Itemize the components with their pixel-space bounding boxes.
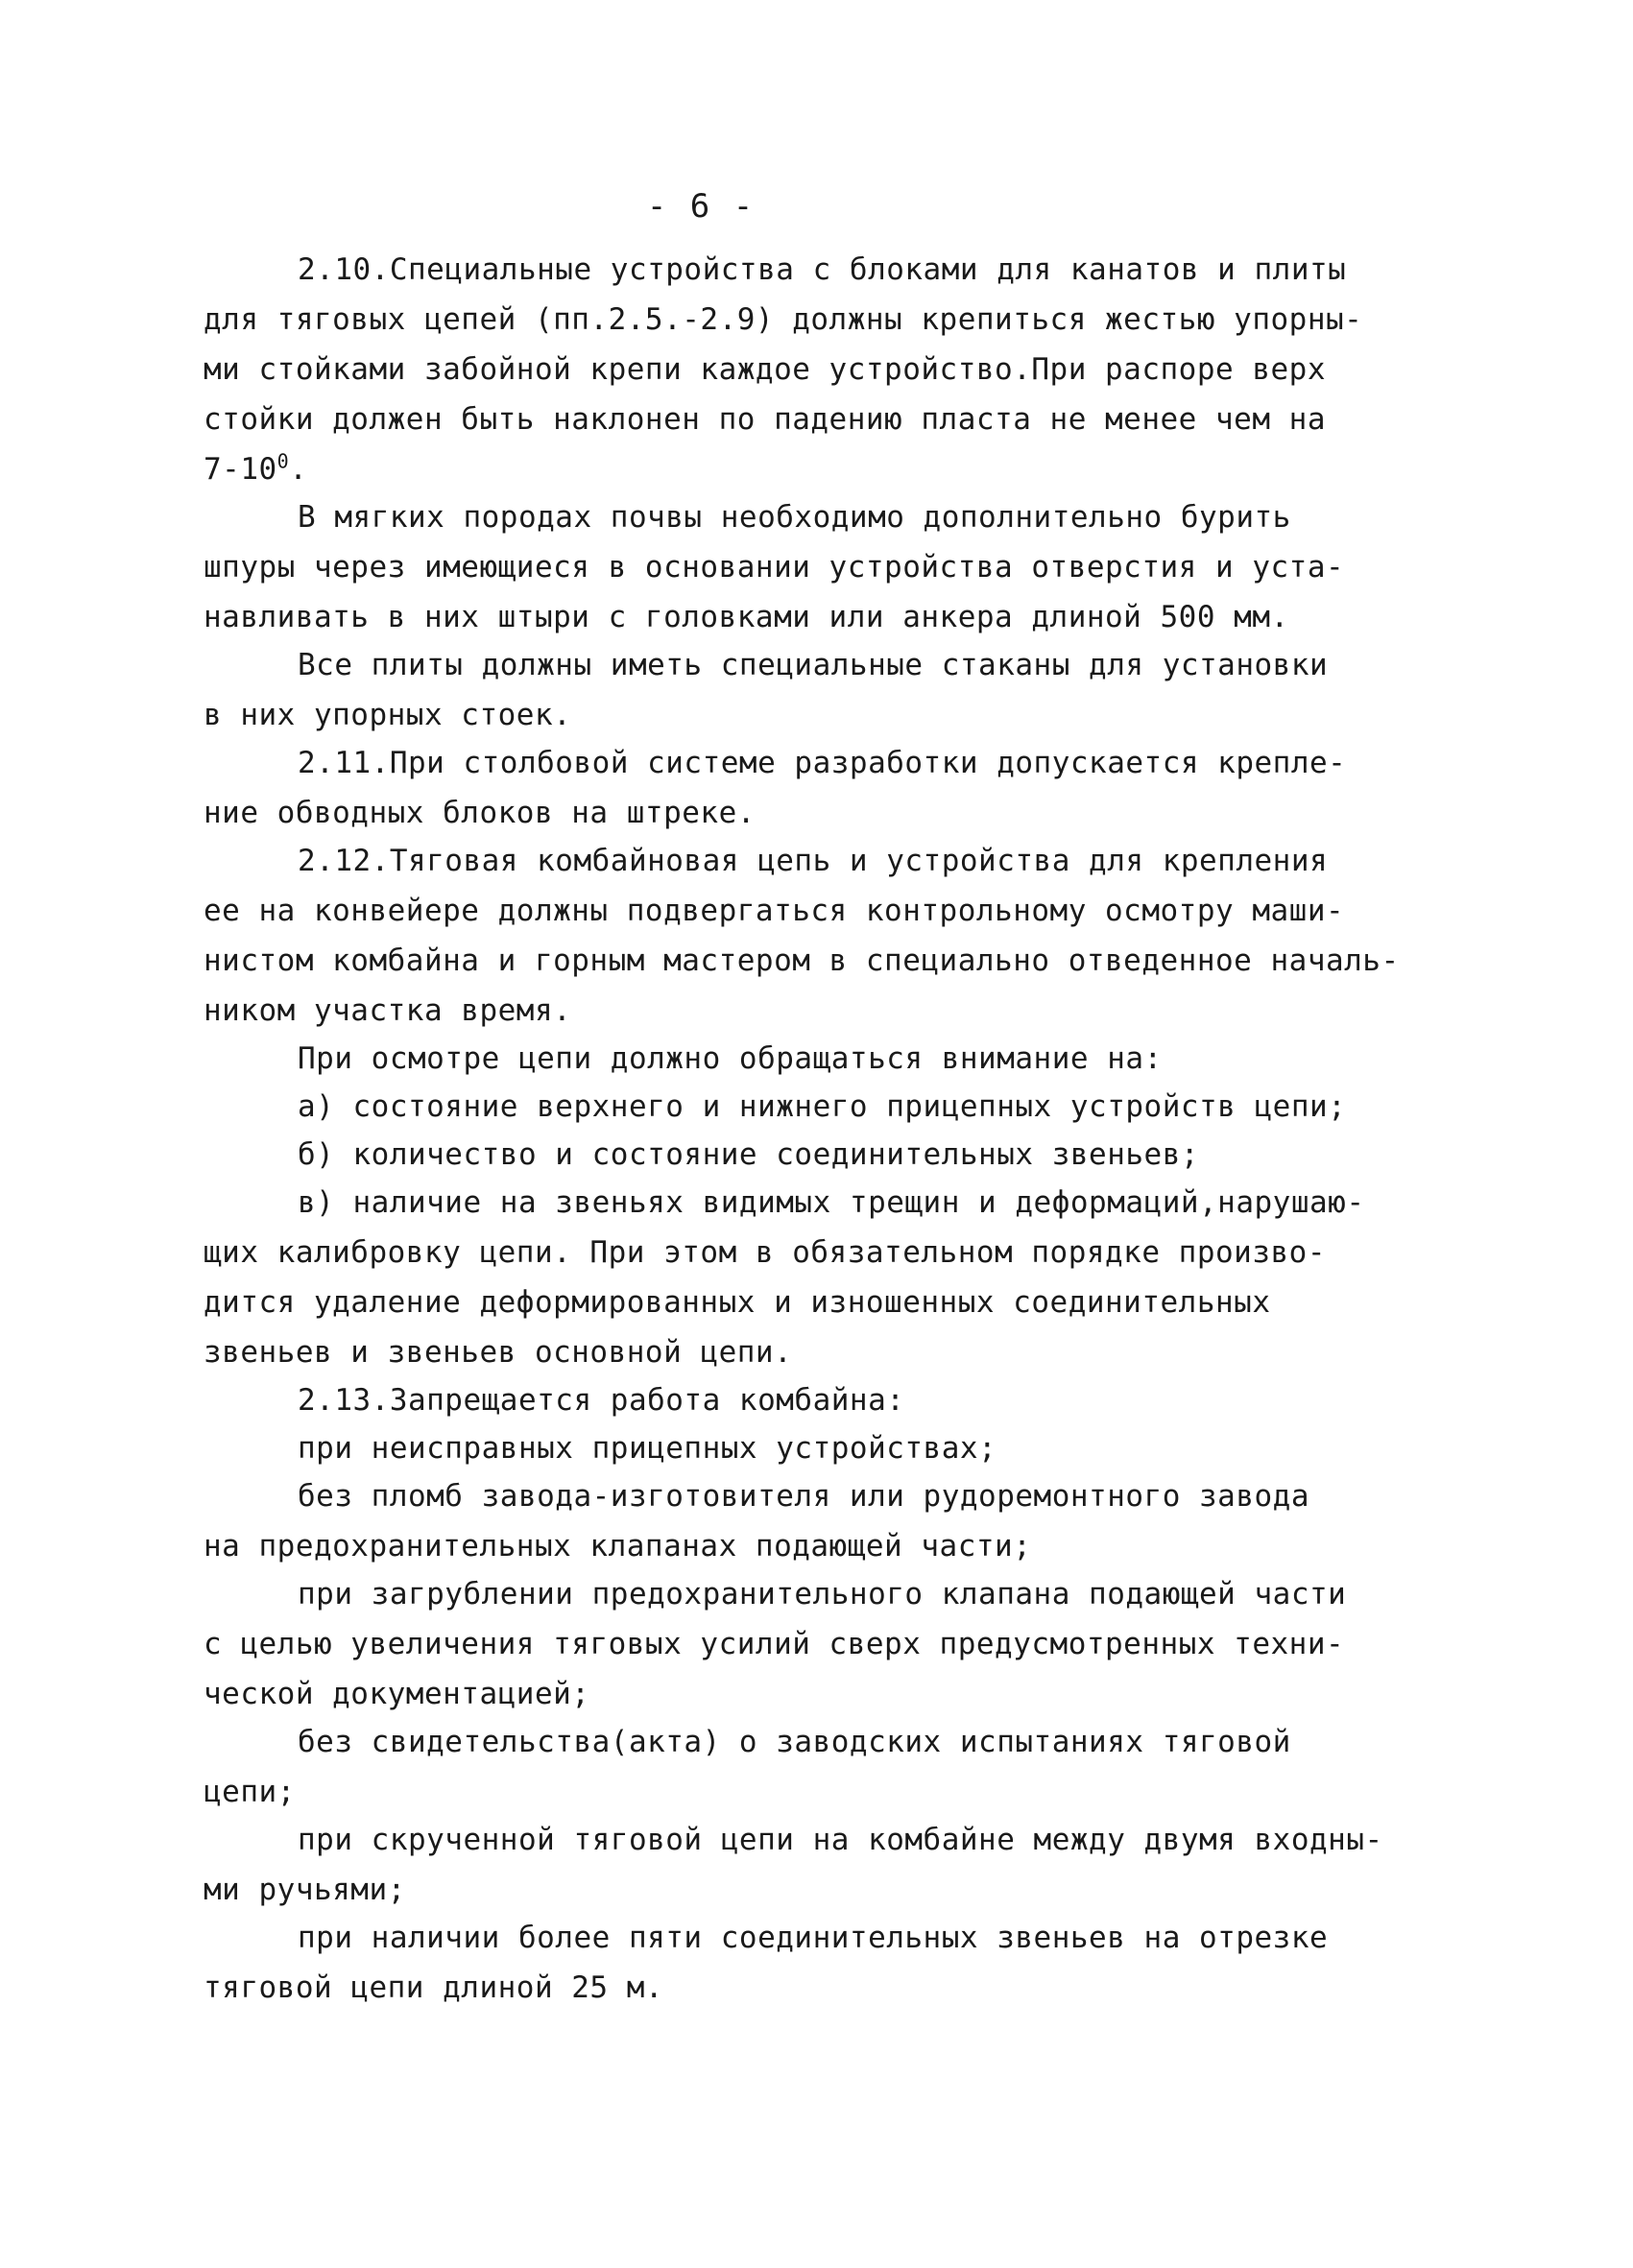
- text-line: ее на конвейере должны подвергаться контрольному осмотру маши-: [204, 894, 1345, 928]
- text-line: При осмотре цепи должно обращаться внимание на:: [298, 1041, 1163, 1076]
- text-fragment: 7-10: [204, 452, 277, 487]
- text-line: с целью увеличения тяговых усилий сверх предусмотренных техни-: [204, 1627, 1345, 1661]
- text-line: без свидетельства(акта) о заводских испытаниях тяговой: [298, 1725, 1291, 1759]
- text-line: при скрученной тяговой цепи на комбайне между двумя входны-: [298, 1823, 1383, 1857]
- text-line: в них упорных стоек.: [204, 698, 572, 732]
- text-line: шпуры через имеющиеся в основании устройства отверстия и уста-: [204, 550, 1345, 585]
- text-fragment: .: [289, 452, 308, 487]
- text-line: 2.12.Тяговая комбайновая цепь и устройства для крепления: [298, 844, 1329, 878]
- text-line: Все плиты должны иметь специальные стаканы для установки: [298, 648, 1329, 682]
- text-line: 2.13.Запрещается работа комбайна:: [298, 1383, 905, 1418]
- text-line: ником участка время.: [204, 993, 572, 1028]
- text-line: дится удаление деформированных и изношенных соединительных: [204, 1285, 1271, 1320]
- text-line: ми ручьями;: [204, 1873, 406, 1907]
- text-line: при наличии более пяти соединительных звеньев на отрезке: [298, 1921, 1329, 1955]
- degree-superscript: 0: [276, 449, 290, 473]
- text-line: в) наличие на звеньях видимых трещин и деформаций,нарушаю-: [298, 1185, 1365, 1220]
- text-line: ми стойками забойной крепи каждое устройство.При распоре верх: [204, 352, 1326, 387]
- text-line: для тяговых цепей (пп.2.5.-2.9) должны крепиться жестью упорны-: [204, 302, 1363, 337]
- text-line: В мягких породах почвы необходимо дополнительно бурить: [298, 500, 1291, 535]
- text-line: 2.11.При столбовой системе разработки допускается крепле-: [298, 746, 1347, 780]
- text-line: ние обводных блоков на штреке.: [204, 796, 756, 830]
- text-line: б) количество и состояние соединительных звеньев;: [298, 1137, 1200, 1172]
- text-line: без пломб завода-изготовителя или рудоремонтного завода: [298, 1479, 1309, 1514]
- text-line: при неисправных прицепных устройствах;: [298, 1431, 997, 1466]
- text-line: ческой документацией;: [204, 1677, 590, 1711]
- text-line-degree: [204, 449, 308, 487]
- text-line: навливать в них штыри с головками или анкера длиной 500 мм.: [204, 600, 1289, 634]
- text-line: щих калибровку цепи. При этом в обязательном порядке произво-: [204, 1235, 1326, 1270]
- text-line: а) состояние верхнего и нижнего прицепных устройств цепи;: [298, 1089, 1347, 1124]
- text-line: тяговой цепи длиной 25 м.: [204, 1970, 664, 2005]
- text-line: звеньев и звеньев основной цепи.: [204, 1335, 793, 1370]
- text-line: на предохранительных клапанах подающей части;: [204, 1529, 1032, 1564]
- text-line: при загрублении предохранительного клапана подающей части: [298, 1577, 1347, 1611]
- text-line: 2.10.Специальные устройства с блоками для канатов и плиты: [298, 252, 1347, 287]
- text-line: стойки должен быть наклонен по падению пласта не менее чем на: [204, 402, 1326, 437]
- text-line: нистом комбайна и горным мастером в специально отведенное началь-: [204, 943, 1400, 978]
- text-line: цепи;: [204, 1775, 296, 1809]
- page-number: - 6 -: [646, 187, 756, 226]
